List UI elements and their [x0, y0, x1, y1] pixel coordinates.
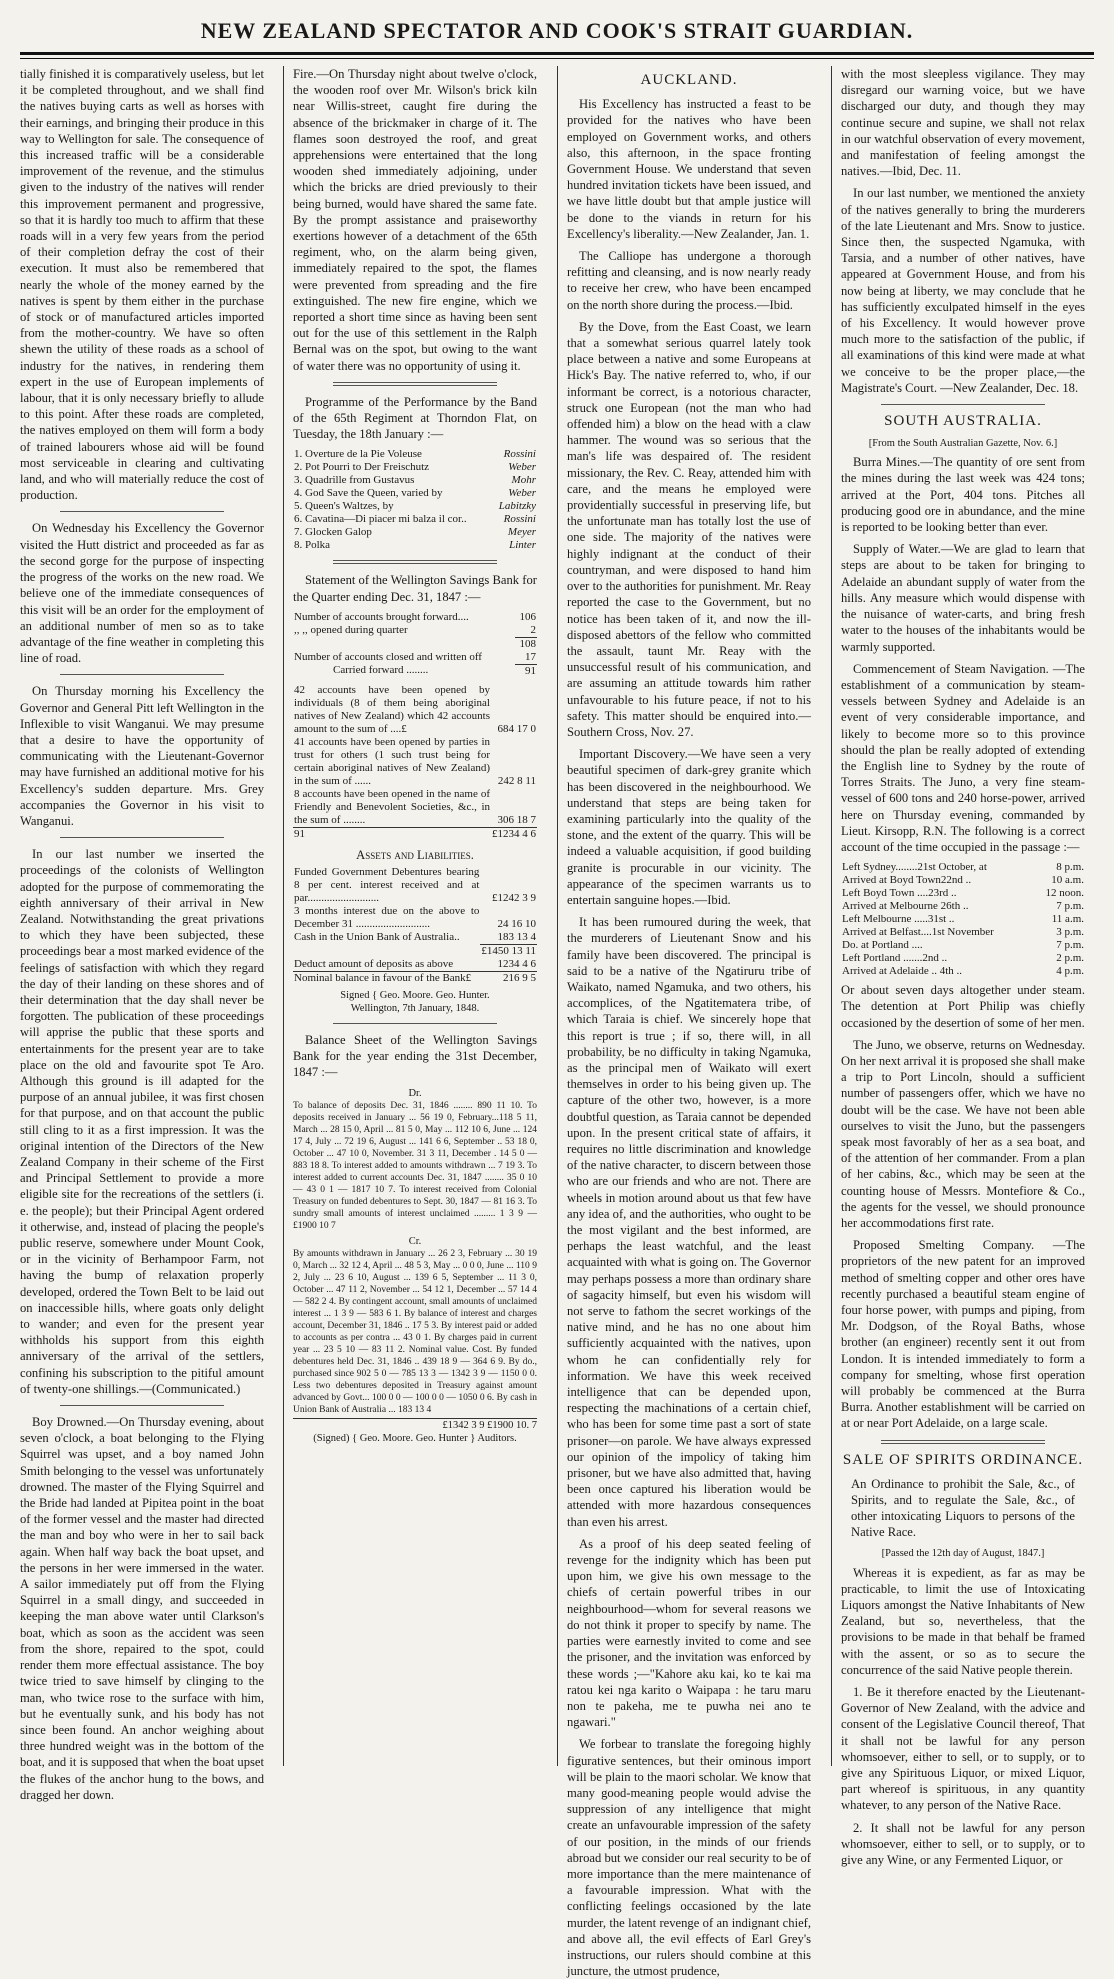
anniversary-article: In our last number we inserted the proceedings of the colonists of Wellington adopted for the purpose of commemorating the eighth anniversary of their arrival in New Zealand. Notwithstanding the great privations to which they have been subjected, these proceedings bear a most marked evidence of the feelings of satisfaction with which they regard the day of their landing on these shores and of their determination that the day shall never be forgotten. The publication of these proceedings will apprise the public that these sports and entertainments for the present year are to take place on the old and favourite spot Te Aro. Although this ground is ill adapted for the purpose of an annual jubilee, it was first chosen for that purpose, and on that account the public still cling to it as a first impression. It was the original intention of the Directors of the New Zealand Company in their scheme of the First and Principal Settlement to provide a more eligible site for the recreations of the settlers (i. e. the people); but their Principal Agent ordered it otherwise, and, instead of placing the people's public reserve, somewhere under Mount Cook, or in the vicinity of Berhampoor Farm, not having the bump of relaxation properly developed, ordered the Town Belt to be laid out on inaccessible hills, where goats only delight to wander; and even for the present year withholds his support from this eighth anniversary of the arrival of the settlers, confining his subscription to the pitiful amount of twenty-one shillings.—(Communicated.) — [20, 847, 264, 1396]
divider — [60, 511, 224, 512]
juno-paragraph: The Juno, we observe, returns on Wednesday. On her next arrival it is proposed she shall make a trip to Port Lincoln, should a sufficient number of passengers offer, which we have no doubt will be the case. We have not been able ourselves to visit the Juno, but the passengers speak most favorably of her as a sea boat, and of the attention of her commander. From a plan of her cabins, &c., which may be seen at the counting house of Messrs. Montefiore & Co., the agents for the vessel, we should pronounce her accommodations first rate. — [841, 1037, 1085, 1230]
programme-row — [293, 500, 537, 513]
programme-composer: Rossini — [503, 448, 536, 461]
programme-row — [293, 513, 537, 526]
row-label: 42 accounts have been opened by individuals (8 of them being aboriginal natives of New Zealand) which 42 accounts amount to the sum of ....£ — [294, 683, 490, 735]
column-1 — [20, 66, 264, 1802]
auckland-revenge: As a proof of his deep seated feeling of revenge for the indignity which has been put upon him, we give his own message to the chiefs of certain powerful tribes in our neighbourhood—whom for several reasons we do not think it proper to specify by name. The parties were earnestly invited to come and see the prisoner, and the invitation was enforced by these words ;—"Kahore aku kai, ko te kai ma ratou kei nga karito o Waipapa : he taru maru non te pakeha, me te puwha nei ano te ngawari." — [567, 1536, 811, 1730]
auditors: (Signed) { Geo. Moore. Geo. Hunter } Auditors. — [313, 1432, 517, 1444]
steam-navigation: Commencement of Steam Navigation. —The establishment of a communication by steam-vessels between Sydney and Adelaide is an event of very considerable importance, and likely to become more so to this province should the plan be really adopted of extending the English line to Sydney by the route of Torres Straits. The Juno, a very fine steam-vessel of 600 tons and 240 horse-power, arrived here on Thursday evening, commanded by Lieut. Kirsopp, R.N. The following is a correct account of the time occupied in the passage :— — [841, 661, 1085, 854]
passage-place: Arrived at Boyd Town22nd .. — [842, 874, 972, 887]
governor-wanganui-article: On Thursday morning his Excellency the Governor and General Pitt left Wellington in the Inflexible to visit Wanganui. We may presume that a desire to have the opportunity of communicating with the Lieutenant-Governor may have furnished an additional motive for his Excellency's sudden departure. Mrs. Grey accompanies the Governor in his visit to Wanganui. — [20, 684, 264, 828]
passage-time: 4 p.m. — [1056, 965, 1084, 978]
passage-place: Left Melbourne .....31st .. — [842, 913, 955, 926]
auckland-feast: His Excellency has instructed a feast to be provided for the natives who have been employed on Government works, and others also, this afternoon, in the space fronting Government House. We understand that seven hundred invitation tickets have been issued, and we have little doubt but that ample justice will be done to the viands in return for his Excellency's liberality.—New Zealander, Jan. 1. — [567, 97, 811, 241]
divider — [60, 1405, 224, 1406]
programme-row — [293, 474, 537, 487]
row-label — [293, 945, 480, 959]
row-label: 8 accounts have been opened in the name of Friendly and Benevolent Societies, &c., in the sum of ........ — [294, 787, 490, 826]
auckland-forbear: We forbear to translate the foregoing highly figurative sentences, but their ominous import will be plain to the maori scholar. We know that many good-meaning people would advise the suppression of any intelligence that might create an unfavourable impression of the safety of our position, in the minds of our friends abroad but we consider our real security to be of more importance than the mere maintenance of a favourable impression. What with the conflicting feelings occasioned by the late murder, the latent revenge of an indignant chief, and above all, the evil effects of Earl Grey's instructions, our rulers should combine at this juncture, the utmost prudence, — [567, 1737, 811, 1979]
table-row — [841, 900, 1085, 913]
row-label — [293, 637, 515, 651]
column-divider — [831, 66, 832, 1766]
programme-composer: Weber — [508, 461, 536, 474]
divider — [333, 560, 497, 564]
programme-composer: Meyer — [507, 526, 536, 539]
passage-time: 7 p.m. — [1056, 900, 1084, 913]
passage-place: Left Boyd Town ....23rd .. — [842, 887, 957, 900]
row-label: Number of accounts brought forward.... — [294, 610, 469, 623]
smelting-company: Proposed Smelting Company. —The proprietors of the new patent for an improved method of smelting copper and other ores have recently purchased a beautiful steam engine of four horse power, with pumps and piping, from Mr. Dodgson, of the Royal Baths, whose brother (an engineer) recently sent it out from London. It is intended immediately to form a company for smelting, whose first operation will probably be commenced at the Burra Burra. Another establishment will be carried on at or near Port Adelaide, on a large scale. — [841, 1238, 1085, 1431]
row-label: 41 accounts have been opened by parties in trust for others (1 such trust being for certain aboriginal natives of New Zealand) in the sum of ...... — [294, 735, 490, 787]
ordinance-preamble: Whereas it is expedient, as far as may be practicable, to limit the use of Intoxicating Liquors amongst the Native Inhabitants of New Zealand, but so, nevertheless, that the provisions to be made in that behalf be framed with the assent, or so as to secure the concurrence of the said Native people therein. — [841, 1565, 1085, 1677]
row-value: 183 13 4 — [497, 931, 536, 944]
balance-total: £1342 3 9 £1900 10. 7 — [293, 1418, 537, 1432]
assets-table — [293, 866, 537, 985]
auckland-granite: Important Discovery.—We have seen a very beautiful specimen of dark-grey granite which has been discovered in the neighbourhood. We understand that steps are being taken for examining particularly into the quality of the stone, and the extent of the quarry. This will be indeed a valuable acquisition, if good building granite is procurable in our vicinity. The appearance of the specimen warrants us to entertain sanguine hopes.—Ibid. — [567, 747, 811, 907]
programme-composer: Mohr — [511, 474, 536, 487]
table-row — [293, 651, 537, 665]
snow-murderers-paragraph: In our last number, we mentioned the anxiety of the natives generally to bring the murderers of the late Lieutenant and Mrs. Snow to justice. Since then, the suspected Ngamuka, with Tarsia, and a number of other natives, have appeared at Government House, and from his now being at liberty, we may conclude that he has sufficiently exculpated himself in the eyes of his Excellency. It would however prove much more to the satisfaction of the public, if all examinations of this kind were made at what we conceive to be the proper place,—the Magistrate's Court. —New Zealander, Dec. 18. — [841, 186, 1085, 395]
row-value: 216 9 5 — [480, 972, 537, 986]
row-value: £1450 13 11 — [481, 945, 536, 958]
row-label: Number of accounts closed and written off — [294, 650, 482, 663]
passage-time: 10 a.m. — [1051, 874, 1084, 887]
table-row — [841, 887, 1085, 900]
passage-time: 2 p.m. — [1056, 952, 1084, 965]
divider — [333, 382, 497, 386]
table-row — [841, 952, 1085, 965]
passage-place: Left Sydney........21st October, at — [842, 861, 987, 874]
dr-heading: Dr. — [408, 1087, 422, 1099]
table-row — [293, 958, 537, 972]
programme-item: 4. God Save the Queen, varied by — [294, 487, 443, 500]
passage-time: 12 noon. — [1045, 887, 1084, 900]
programme-item: 2. Pot Pourri to Der Freischutz — [294, 461, 430, 474]
roads-article: tially finished it is comparatively useless, but let it be completed throughout, and we shall find the natives buying carts as well as horses with their earnings, and bringing their produce in this way to Wellington for sale. The consequence of this increased traffic will be a considerable improvement of the revenue, and the stimulus given to the industry of the natives will render this improvement permanent and progressive, so that it is hardly too much to affirm that these roads will in a very few years from the period of their completion defray the cost of their execution. It must also be remembered that nearly the whole of the money earned by the natives is spent by them either in the purchase of stock or of manufactured articles imported from the mother-country. We have so often shewn the utility of these roads as a school of industry for the natives, in rendering them expert in the use of European implements of labour, that it is only necessary briefly to allude to this point. After these roads are completed, the natives employed on them will form a body of trained labourers whose aid will be found most serviceable in clearing and cultivating land, and who will materially reduce the cost of production. — [20, 67, 264, 503]
row-value: 2 — [530, 623, 536, 636]
row-label: 91 — [293, 827, 491, 841]
ordinance — [841, 1476, 1085, 1868]
table-row — [293, 637, 537, 651]
passage-place: Arrived at Melbourne 26th .. — [842, 900, 969, 913]
table-row — [293, 684, 537, 736]
spirits-ordinance-heading: SALE OF SPIRITS ORDINANCE. — [842, 1451, 1084, 1468]
row-label: Funded Government Debentures bearing 8 per cent. interest received and at par.......................... — [294, 866, 480, 905]
cr-entries: By amounts withdrawn in January ... 26 2 3, February ... 30 19 0, March ... 32 12 4, April ... 48 5 3, May ... 0 0 0, June ... 110 9 2, July ... 23 6 10, August ... 139 6 5, September ... 11 3 0, October ... 47 11 2, November ... 54 12 1, December ... 57 14 4 — 582 2 4. By contingent account, small amounts of unclaimed interest ... 1 3 9 — 583 6 1. By balance of interest and charges account, December 31, 1846 .. 17 5 3. By interest paid or added to accounts as per contra ... 43 0 1. By charges paid in current year ... 23 5 10 — 83 11 2. Nominal value. Cost. By funded debentures held Dec. 31, 1846 .. 439 18 9 — 364 6 9. By do., purchased since 902 5 0 — 785 13 3 — 1342 3 9 — 1150 0 0. Less two debentures deposited in Treasury against amount advanced by Govt... 100 0 0 — 100 0 0 — 1050 0 6. By cash in Union Bank of Australia ... 183 13 4 — [293, 1248, 537, 1415]
table-row — [293, 788, 537, 828]
row-value: 306 18 7 — [497, 813, 536, 826]
column-divider — [283, 66, 284, 1766]
programme-composer: Weber — [508, 487, 536, 500]
passage-place: Arrived at Belfast....1st November — [842, 926, 994, 939]
source-line: [From the South Australian Gazette, Nov. 6.] — [868, 438, 1058, 450]
row-label: ,, ,, opened during quarter — [294, 623, 408, 636]
row-value: 108 — [515, 637, 537, 651]
programme-composer: Linter — [509, 539, 536, 552]
table-row — [841, 861, 1085, 874]
burra-mines: Burra Mines.—The quantity of ore sent from the mines during the last week was 424 tons; arrived at the Port, 404 tons. Pitches all producing good ore in abundance, and the mine is reported to be looking better than ever. — [841, 455, 1085, 535]
passage-table — [841, 861, 1085, 978]
programme-item: 7. Glocken Galop — [294, 526, 372, 539]
row-value: 1234 4 6 — [497, 958, 536, 971]
fire-article: Fire.—On Thursday night about twelve o'clock, the wooden roof over Mr. Wilson's brick kiln near Willis-street, caught fire during the absence of the brickmaker in charge of it. The flames soon destroyed the roof, and great apprehensions were entertained that the long wooden shed immediately adjoining, under which the bricks are dried previously to their being burned, would have shared the same fate. By the prompt assistance and praiseworthy exertions however of a detachment of the 65th regiment, who, on the alarm being given, immediately repaired to the spot, the flames were prevented from spreading and the fire extinguished. The new fire engine, which we reported a short time since as having been sent out for the use of this settlement in the Ralph Bernal was on the spot, but owing to the want of water there was no opportunity of using it. — [293, 67, 537, 373]
statement-table — [293, 611, 537, 678]
table-row — [293, 905, 537, 931]
row-value: £1242 3 9 — [492, 892, 536, 905]
column-divider — [557, 66, 558, 1766]
table-row — [841, 965, 1085, 978]
supply-of-water: Supply of Water.—We are glad to learn that steps are about to be taken for bringing to Adelaide an abundant supply of water from the hills. Any measure which would dispense with the nuisance of water-carts, and bring fresh water to the houses of the inhabitants would be warmly supported. — [841, 542, 1085, 654]
steam-summary: Or about seven days altogether under steam. The detention at Port Philip was chiefly occasioned by the desertion of some of her men. — [841, 983, 1085, 1030]
programme-item: 8. Polka — [294, 539, 331, 552]
boy-drowned-article: Boy Drowned.—On Thursday evening, about seven o'clock, a boat belonging to the Flying Squirrel was upset, and a boy named John Smith belonging to the vessel was unfortunately drowned. The master of the Flying Squirrel and the Bride had landed at Pipitea point in the boat of the former vessel and the master had directed the man and boy who were in her to sail back again. When half way back the boat upset, and the persons in her were immersed in the water. A sailor immediately put off from the Flying Squirrel in a small dingy, and succeeded in keeping the man above water until Clarkson's boat, which as soon as the accident was seen from the shore, repaired to the spot, could render them more effectual assistance. The boy twice tried to save himself by clinging to the man, who twice rose to the surface with him, but he eventually sunk, and his body has not since been found. An anchor weighing about three hundred weight was in the bottom of the boat, and it is supposed that when the boat upset the flukes of the anchor hung to the bows, and dragged her down. — [20, 1415, 264, 1802]
column-2 — [293, 66, 537, 1766]
masthead-rule-thin — [20, 58, 1094, 59]
masthead-rule — [20, 52, 1094, 55]
divider — [60, 674, 224, 675]
passage-time: 3 p.m. — [1056, 926, 1084, 939]
table-row — [293, 827, 537, 841]
assets-title: Assets and Liabilities. — [356, 847, 474, 862]
row-value: 91 — [515, 664, 537, 678]
ordinance-section-1: 1. Be it therefore enacted by the Lieutenant-Governor of New Zealand, with the advice and consent of the Legislative Council thereof, That it shall not be lawful for any person whomsoever, either to sell, or to supply, or to give any Spirituous Liquor, or mixed Liquor, part whereof is spirituous, in any quantity whatever, to any person of the Native Race. — [841, 1685, 1085, 1813]
ordinance-passed: [Passed the 12th day of August, 1847.] — [881, 1547, 1045, 1559]
table-row — [841, 913, 1085, 926]
balance-sheet-title: Balance Sheet of the Wellington Savings Bank for the year ending the 31st December, 1847 :— — [293, 1033, 537, 1080]
programme-item: 6. Cavatina—Di piacer mi balza il cor.. — [294, 513, 467, 526]
row-label: 3 months interest due on the above to December 31 ........................... — [294, 905, 480, 931]
row-label: Nominal balance in favour of the Bank£ — [293, 972, 480, 986]
signed-date: Wellington, 7th January, 1848. — [350, 1003, 480, 1015]
table-row — [841, 939, 1085, 952]
programme-row — [293, 487, 537, 500]
row-value: 106 — [519, 610, 536, 623]
table-row — [841, 926, 1085, 939]
row-value: 24 16 10 — [497, 918, 536, 931]
programme-row — [293, 539, 537, 552]
divider — [60, 837, 224, 838]
programme-item: 3. Quadrille from Gustavus — [294, 474, 415, 487]
passage-time: 7 p.m. — [1056, 939, 1084, 952]
row-label: Deduct amount of deposits as above — [294, 958, 454, 971]
table-row — [293, 624, 537, 638]
passage-place: Left Portland .......2nd .. — [842, 952, 948, 965]
accounts-table — [293, 684, 537, 841]
auckland-hicks-bay: By the Dove, from the East Coast, we learn that a somewhat serious quarrel lately took place between a native and some Europeans at Hick's Bay. The native referred to, who, if our informant be correct, is a notorious character, struck one European (not the man who had offended him) a blow on the head with a claw hammer. The wound was so serious that the man's life was despaired of. The resident missionary, the Rev. C. Reay, attended him with care, and the means he employed were providentially successful in preserving life, but the unfortunate man has totally lost the use of one side. The majority of the natives were highly indignant at the conduct of their countryman, and were disposed to hand him over to the authorities for punishment. Mr. Reay reported the case to the Government, but no notice has been taken of it, and now the ill-disposed abettors of the fellow who committed the assault, taunt Mr. Reay with the unsuccessful result of his communication, and are assuming an attitude towards him rather unfavourable to his future peace, if not to his safety. This matter should be enquired into.—Southern Cross, Nov. 27. — [567, 319, 811, 739]
row-value: 17 — [525, 650, 536, 663]
passage-place: Arrived at Adelaide .. 4th .. — [842, 965, 963, 978]
row-label: Carried forward ........ — [333, 664, 429, 677]
divider — [333, 1023, 497, 1024]
governor-hutt-article: On Wednesday his Excellency the Governor visited the Hutt district and proceeded as far as the second gorge for the purpose of inspecting the progress of the works on the new road. We believe one of the immediate consequences of this visit will be an order for the employment of an additional number of men so as to take advantage of the fine weather in completing this line of road. — [20, 521, 264, 666]
programme-table — [293, 448, 537, 552]
table-row — [293, 866, 537, 905]
programme-row — [293, 461, 537, 474]
table-row — [841, 874, 1085, 887]
row-value: 242 8 11 — [497, 774, 536, 787]
cr-heading: Cr. — [408, 1235, 422, 1247]
auckland-murderers: It has been rumoured during the week, that the murderers of Lieutenant Snow and his family have been discovered. The principal is said to be a native of the Ngatiruru tribe of Waikato, named Ngamuka, and two others, his accomplices, of the Ngatitematera tribe, of which Taraia is chief. We sincerely hope that this report is true ; if so, there will, in all probability, be no difficulty in taking Ngamuka, as the principal men of Waikato will exert themselves in order to his being given up. The capture of the other two, however, is a more doubtful question, as Taraia cannot be depended upon. In the present critical state of affairs, it requires no little discrimination and knowledge of the native character, to discern between those who are our friends and who are not. There are wheels in motion around about us that few have any idea of, and the authorities, who ought to be the most vigilant and the best informed, are perhaps the least watchful, and the least acquainted with what is going on. The Governor may perhaps possess a more than ordinary share of sagacity himself, but even his wisdom will not serve to fathom the secret workings of the native mind, and he has no one about him sufficiently acquainted with the natives, upon whom he can confidentially rely for information. We have this week received intelligence that can be depended upon, respecting the machinations of a certain chief, who has been for some time past a sort of state prisoner—on parole. We have always expressed our opinion of the impolicy of taking him prisoner, but we have also admitted that, having been once captured his liberation would be attended with more hazardous consequences than even his arrest. — [567, 915, 811, 1529]
passage-time: 8 p.m. — [1056, 861, 1084, 874]
ordinance-title: An Ordinance to prohibit the Sale, &c., of Spirits, and to regulate the Sale, &c., of other intoxicating Liquors to persons of the Native Race. — [851, 1476, 1075, 1540]
vigilance-paragraph: with the most sleepless vigilance. They may disregard our warning voice, but we have discharged our duty, and though they may continue secure and supine, we shall not relax in our watchful observation of every movement, and manifestation of feeling amongst the natives.—Ibid, Dec. 11. — [841, 67, 1085, 179]
statement-title: Statement of the Wellington Savings Bank for the Quarter ending Dec. 31, 1847 :— — [293, 573, 537, 604]
auckland-heading: AUCKLAND. — [640, 72, 738, 88]
divider — [881, 404, 1045, 405]
auckland-calliope: The Calliope has undergone a thorough refitting and cleansing, and is now nearly ready to receive her crew, who have been encamped on the north shore during the process.—Ibid. — [567, 249, 811, 312]
table-row — [293, 664, 537, 678]
programme-composer: Labitzky — [498, 500, 536, 513]
row-label: Cash in the Union Bank of Australia.. — [294, 931, 460, 944]
row-value: £1234 4 6 — [492, 827, 536, 840]
masthead: NEW ZEALAND SPECTATOR AND COOK'S STRAIT GUARDIAN. — [200, 18, 914, 43]
programme-composer: Rossini — [503, 513, 536, 526]
table-row — [293, 945, 537, 959]
column-4 — [841, 66, 1085, 1868]
table-row — [293, 931, 537, 945]
column-3 — [567, 66, 811, 1979]
programme-row — [293, 526, 537, 539]
table-row — [293, 736, 537, 788]
programme-row — [293, 448, 537, 461]
row-value: 684 17 0 — [497, 722, 536, 735]
programme-item: 5. Queen's Waltzes, by — [294, 500, 394, 513]
passage-time: 11 a.m. — [1051, 913, 1084, 926]
signatures: Signed { Geo. Moore. Geo. Hunter. — [340, 990, 490, 1002]
table-row — [293, 972, 537, 986]
programme-item: 1. Overture de la Pie Voleuse — [294, 448, 422, 461]
table-row — [293, 611, 537, 624]
programme-intro: Programme of the Performance by the Band of the 65th Regiment at Thorndon Flat, on Tuesday, the 18th January :— — [293, 394, 537, 442]
ordinance-section-2: 2. It shall not be lawful for any person whomsoever, either to sell, or to supply, or to give any Wine, or any Fermented Liquor, or — [841, 1820, 1085, 1868]
divider — [881, 1440, 1045, 1444]
south-australia-heading: SOUTH AUSTRALIA. — [884, 413, 1042, 430]
passage-place: Do. at Portland .... — [842, 939, 923, 952]
dr-entries: To balance of deposits Dec. 31, 1846 ........ 890 11 10. To deposits received in January ... 56 19 0, February...118 5 11, March ... 28 15 0, April ... 81 5 0, May ... 112 10 6, June ... 124 17 4, July ... 72 19 6, August ... 141 6 6, September .. 53 18 0, October ... 47 10 0, November. 31 3 11, December . 14 5 0 — 883 18 8. To interest added to amounts withdrawn ... 7 19 3. To interest added to current accounts Dec. 31, 1847 ........ 35 0 10 — 43 0 1 — 1817 10 7. To interest received from Colonial Treasury on funded debentures to Sept. 30, 1847 — 81 16 3. To sundry small amounts of interest unclaimed ......... 1 3 9 — £1900 10 7 — [293, 1100, 537, 1231]
